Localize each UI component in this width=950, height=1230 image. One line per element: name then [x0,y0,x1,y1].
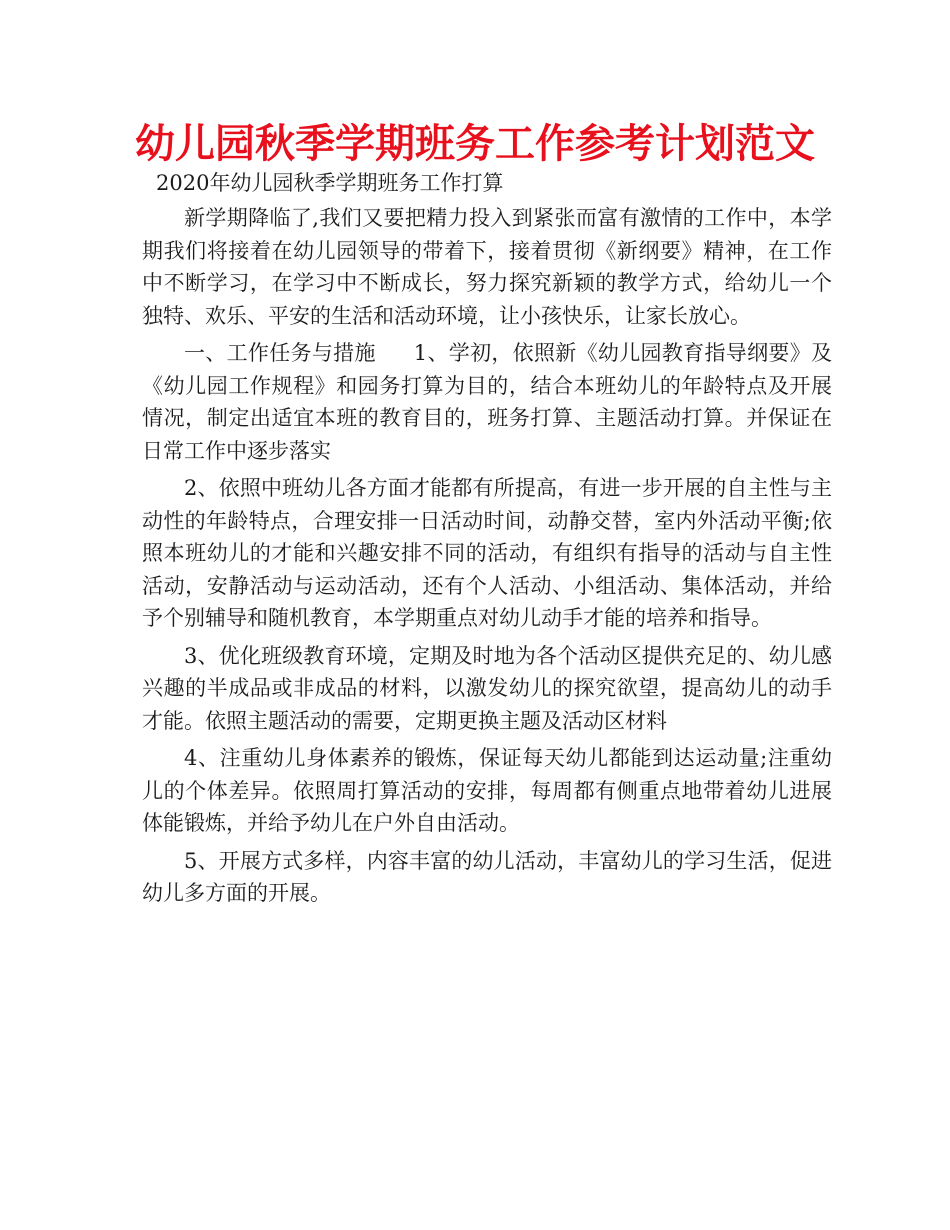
item-2-paragraph: 2、依照中班幼儿各方面才能都有所提高，有进一步开展的自主性与主动性的年龄特点，合理安排一日活动时间，动静交替，室内外活动平衡;依照本班幼儿的才能和兴趣安排不同的活动，有组织有指导的活动与自主性活动，安静活动与运动活动，还有个人活动、小组活动、集体活动，并给予个别辅导和随机教育，本学期重点对幼儿动手才能的培养和指导。 [142,476,832,630]
section-paragraph-1 [142,337,832,467]
section-heading: 一、工作任务与措施 [184,341,376,365]
document-body [142,168,832,910]
item-5-paragraph: 5、开展方式多样，内容丰富的幼儿活动，丰富幼儿的学习生活，促进幼儿多方面的开展。 [142,848,832,905]
item-4-paragraph: 4、注重幼儿身体素养的锻炼，保证每天幼儿都能到达运动量;注重幼儿的个体差异。依照周打算活动的安排，每周都有侧重点地带着幼儿进展体能锻炼，并给予幼儿在户外自由活动。 [142,746,832,835]
item-3-paragraph: 3、优化班级教育环境，定期及时地为各个活动区提供充足的、幼儿感兴趣的半成品或非成品的材料，以激发幼儿的探究欲望，提高幼儿的动手才能。依照主题活动的需要，定期更换主题及活动区材料 [142,643,832,733]
item-1-text: 1、学初，依照新《幼儿园教育指导纲要》及《幼儿园工作规程》和园务打算为目的，结合本班幼儿的年龄特点及开展情况，制定出适宜本班的教育目的，班务打算、主题活动打算。并保证在日常工作中逐步落实 [142,341,833,463]
document-title: 幼儿园秋季学期班务工作参考计划范文 [135,121,815,167]
document-subtitle: 2020年幼儿园秋季学期班务工作打算 [156,171,504,195]
intro-paragraph: 新学期降临了,我们又要把精力投入到紧张而富有激情的工作中，本学期我们将接着在幼儿园领导的带着下，接着贯彻《新纲要》精神，在工作中不断学习，在学习中不断成长，努力探究新颖的教学方式，给幼儿一个独特、欢乐、平安的生活和活动环境，让小孩快乐，让家长放心。 [142,206,832,328]
